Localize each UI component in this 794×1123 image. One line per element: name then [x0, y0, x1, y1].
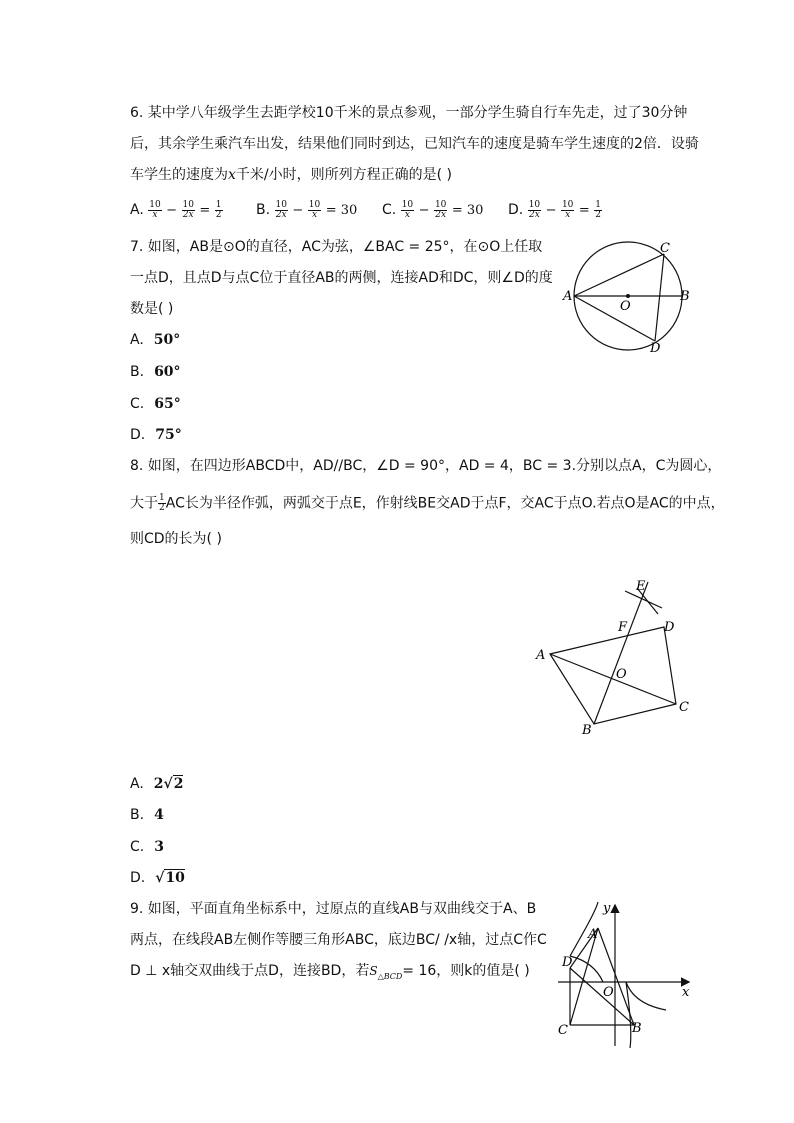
q8-choice-b[interactable]: B. 4	[130, 807, 164, 823]
q7-chord-cd	[655, 254, 664, 341]
q8-quadrilateral-figure	[530, 572, 700, 742]
q6-var-x: x	[228, 167, 236, 183]
q8-choice-c[interactable]: C. 3	[130, 839, 164, 855]
q8-line2-text-b: AC长为半径作弧，两弧交于点E，作射线BE交AD于点F，交AC于点O.若点O是AC的中点，	[165, 495, 725, 512]
q8-line2	[130, 494, 725, 513]
q6-line3-text-b: 千米/小时，则所列方程正确的是( )	[235, 167, 452, 183]
q9-area-symbol: S	[369, 964, 378, 978]
q8-label-d: D	[664, 620, 675, 635]
q8-choice-d[interactable]: D. √10	[130, 870, 185, 886]
q6-d-frac3: $\frac{1}{2}$	[595, 199, 601, 220]
q7-center-dot	[626, 294, 630, 298]
q6-a-frac2: $\frac{10}{2x}$	[182, 199, 194, 220]
q6-c-frac1: $\frac{10}{x}$	[401, 199, 414, 220]
q8-half-frac: $\frac{1}{2}$	[159, 493, 165, 513]
q6-option-b-letter: B.	[256, 202, 271, 218]
q8-label-o: O	[616, 667, 627, 682]
q9-label-d: D	[562, 955, 573, 970]
q9-line3-text-b: = 16，则k的值是( )	[402, 963, 530, 979]
q6-a-frac1: $\frac{10}{x}$	[149, 199, 161, 220]
q6-option-b[interactable]: B. $\frac{10}{2x}$ − $\frac{10}{x}$ = 30	[256, 199, 358, 220]
q9-label-a: A	[588, 927, 598, 942]
q9-line-ab	[598, 928, 634, 1025]
q9-label-o: O	[603, 985, 614, 1000]
q6-c-frac2: $\frac{10}{2x}$	[434, 199, 447, 220]
q7-choice-b[interactable]: B. 60°	[130, 364, 181, 380]
q7-label-b: B	[680, 289, 690, 304]
q6-option-c[interactable]: C. $\frac{10}{x}$ − $\frac{10}{2x}$ = 30	[382, 199, 484, 220]
q8-line3: 则CD的长为( )	[130, 531, 222, 547]
q7-label-a: A	[563, 289, 573, 304]
q6-option-d-letter: D.	[508, 202, 524, 218]
q9-area-subscript: △BCD	[377, 971, 403, 981]
q9-line3-text-a: D ⊥ x轴交双曲线于点D，连接BD，若	[130, 963, 370, 979]
q9-label-y: y	[603, 901, 611, 916]
q7-choice-c[interactable]: C. 65°	[130, 396, 181, 412]
q9-label-c: C	[558, 1023, 568, 1038]
q7-label-c: C	[660, 241, 670, 256]
q6-line2: 后，其余学生乘汽车出发，结果他们同时到达，已知汽车的速度是骑车学生速度的2倍．设骑	[130, 136, 699, 152]
q8-line2-text-a: 大于	[130, 495, 158, 512]
q7-label-d: D	[650, 341, 661, 356]
q7-line1: 7. 如图，AB是⊙O的直径，AC为弦，∠BAC = 25°，在⊙O上任取	[130, 239, 543, 255]
q6-line3-text-a: 车学生的速度为	[130, 167, 228, 183]
q9-label-b: B	[632, 1021, 642, 1036]
q8-label-e: E	[636, 579, 646, 594]
q7-line3: 数是( )	[130, 301, 174, 317]
q6-b-frac1: $\frac{10}{2x}$	[275, 199, 287, 220]
q8-label-f: F	[618, 620, 628, 635]
q9-line1: 9. 如图，平面直角坐标系中，过原点的直线AB与双曲线交于A、B	[130, 901, 537, 917]
q7-label-o: O	[620, 299, 631, 314]
q8-choice-a[interactable]: A. 2√2	[130, 776, 184, 792]
q6-b-frac2: $\frac{10}{x}$	[308, 199, 321, 220]
q9-side-ac	[570, 928, 598, 1025]
q8-label-c: C	[679, 700, 689, 715]
q6-line1: 6. 某中学八年级学生去距学校10千米的景点参观，一部分学生骑自行车先走，过了30分钟	[130, 105, 688, 121]
q8-line1: 8. 如图，在四边形ABCD中，AD//BC，∠D = 90°，AD = 4，BC = 3.分别以点A，C为圆心，	[130, 458, 722, 474]
q9-hyperbola-lower-right	[626, 982, 666, 1010]
q6-a-frac3: $\frac{1}{2}$	[215, 199, 222, 220]
q7-line2: 一点D，且点D与点C位于直径AB的两侧，连接AD和DC，则∠D的度	[130, 270, 553, 286]
q9-line2: 两点，在线段AB左侧作等腰三角形ABC，底边BC/ /x轴，过点C作C	[130, 932, 547, 948]
q8-label-a: A	[536, 648, 546, 663]
q6-option-d[interactable]: D. $\frac{10}{2x}$ − $\frac{10}{x}$ = $\frac{1}{2}$	[508, 199, 601, 220]
q6-option-c-letter: C.	[382, 202, 397, 218]
q9-coordinate-figure	[548, 898, 698, 1050]
q6-option-a-letter: A.	[130, 202, 144, 218]
q9-label-x: x	[682, 985, 690, 1000]
q6-d-frac1: $\frac{10}{2x}$	[528, 199, 541, 220]
q8-ray-be	[594, 582, 648, 724]
q6-line3	[130, 166, 452, 184]
q9-line3	[130, 962, 530, 986]
q6-option-a[interactable]: A. $\frac{10}{x}$ − $\frac{10}{2x}$ = $\frac{1}{2}$	[130, 199, 222, 220]
q8-diagonal-ac	[550, 654, 676, 704]
q7-choice-d[interactable]: D. 75°	[130, 427, 182, 443]
q6-d-frac2: $\frac{10}{x}$	[561, 199, 574, 220]
q7-chord-ad	[574, 296, 655, 341]
q7-choice-a[interactable]: A. 50°	[130, 332, 181, 348]
q7-circle-figure	[560, 240, 700, 360]
q9-segment-bd	[570, 968, 634, 1025]
q8-label-b: B	[582, 723, 592, 738]
